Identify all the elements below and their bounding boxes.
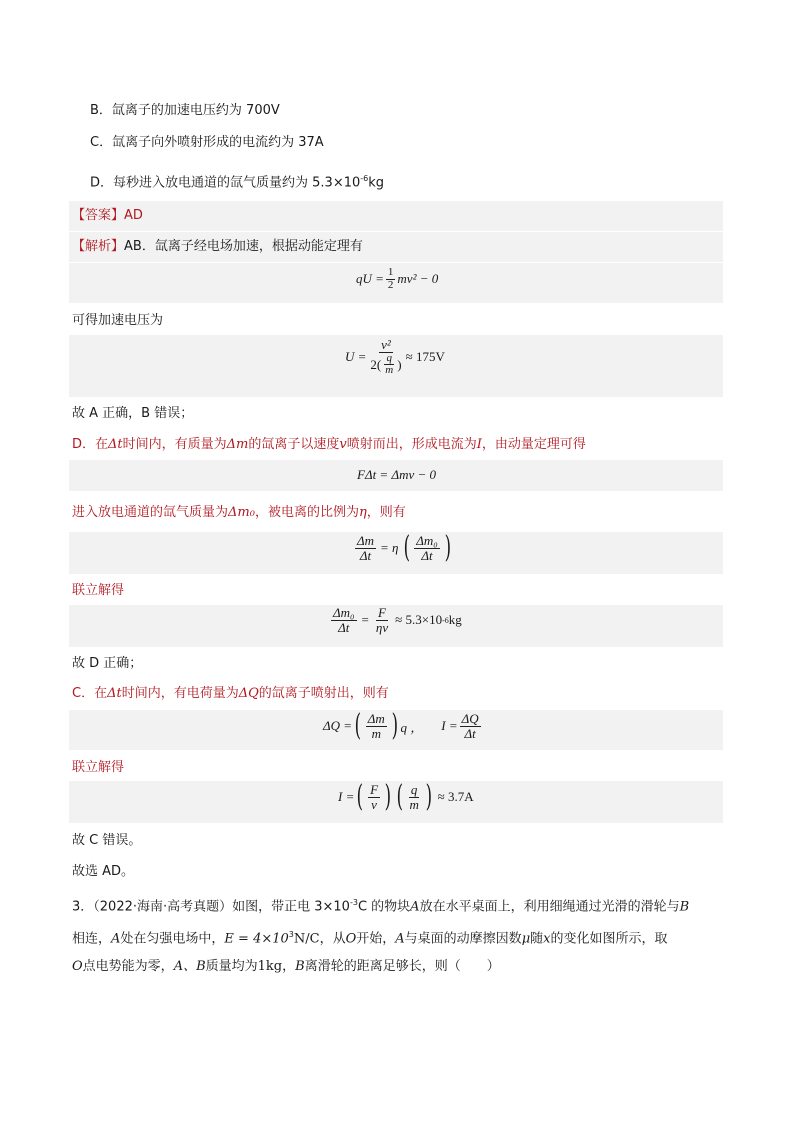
eq6-den1: m xyxy=(371,725,381,741)
eq2-inner-num: q xyxy=(386,351,392,364)
eq4-den1: Δt xyxy=(359,547,372,563)
q3-l1-a: 3．（2022·海南·高考真题）如图，带正电 3×10 xyxy=(72,899,350,915)
option-c: C．氙离子向外喷射形成的电流约为 37A xyxy=(90,135,324,150)
answer-band xyxy=(69,201,723,231)
eq4-fraction-2 xyxy=(414,534,440,562)
q3-l3-d: 离滑轮的距离足够长，则（ ） xyxy=(304,959,500,974)
eq4-fraction-1 xyxy=(355,534,376,562)
eq7-fraction-1 xyxy=(368,783,380,811)
option-d-text: D．每秒进入放电通道的氙气质量约为 5.3×10 xyxy=(90,175,361,191)
eq1-lhs: qU = xyxy=(356,271,384,287)
q3-l1-exp: -3 xyxy=(349,898,358,907)
eq2-den xyxy=(368,353,403,377)
d-intro-1: D．在 xyxy=(72,437,109,452)
q3-l2-E: E = 4×10 xyxy=(224,931,289,947)
equation-ionization xyxy=(353,530,454,565)
c-dt: Δt xyxy=(107,686,122,701)
eq6-rparen: ) xyxy=(391,708,398,743)
q3-l3-B: B xyxy=(295,959,305,974)
answer-label: 【答案】 xyxy=(72,208,125,223)
d-intro xyxy=(72,435,586,455)
q3-l2-e: 与桌面的动摩擦因数 xyxy=(404,931,522,947)
eq4-num2: Δm₀ xyxy=(416,532,438,548)
eq5-den1: Δt xyxy=(338,619,350,635)
eq6-fraction-1 xyxy=(366,712,387,740)
eq2-num: v² xyxy=(381,337,391,352)
q3-l2-c: ，从 xyxy=(319,931,346,947)
question-3-line-2 xyxy=(72,925,668,949)
eq4-eq: = η xyxy=(380,540,399,555)
eq6-lparen: ( xyxy=(354,708,362,743)
gas-intro-2: ，被电离的比例为 xyxy=(254,505,359,520)
eq2-den-post: ) xyxy=(397,356,402,372)
eq7-den2: m xyxy=(409,796,419,812)
eq7-num1: F xyxy=(370,781,379,797)
eq7-num2: q xyxy=(410,781,418,797)
q3-l2-a: 相连， xyxy=(72,931,112,947)
gas-intro-1: 进入放电通道的氙气质量为 xyxy=(72,505,229,520)
eq2-lhs: U = xyxy=(345,349,367,365)
eq4-rparen: ) xyxy=(444,530,451,565)
eq4-lparen: ( xyxy=(403,530,410,565)
combine-1: 联立解得 xyxy=(72,583,125,598)
d-intro-5: ，由动量定理可得 xyxy=(481,437,586,452)
eq7-lhs: I = xyxy=(338,789,355,804)
eq5-exp: -6 xyxy=(442,615,449,625)
eq7-rhs: ≈ 3.7A xyxy=(437,789,474,804)
q3-l2-d: 开始， xyxy=(356,931,396,947)
c-intro xyxy=(72,684,389,704)
option-b: B．氙离子的加速电压约为 700V xyxy=(90,103,280,118)
eq6-lhs: ΔQ = xyxy=(323,718,353,733)
c-dq: ΔQ xyxy=(238,686,259,701)
eq2-inner-den: m xyxy=(385,364,394,377)
eq6-num1: Δm xyxy=(367,710,385,726)
final-answer: 故选 AD。 xyxy=(72,864,135,879)
eq6-den2: Δt xyxy=(464,725,476,741)
eq4-den2: Δt xyxy=(421,547,433,563)
analysis-label: 【解析】 xyxy=(72,239,125,254)
q3-l2-f: 随 xyxy=(530,931,544,947)
option-d-exponent: -6 xyxy=(360,174,369,183)
eq5-fraction-2 xyxy=(374,606,390,634)
d-dt: Δt xyxy=(108,437,123,452)
answer-value: AD xyxy=(124,208,143,223)
equation-gas-mass xyxy=(329,606,462,634)
q3-l3-kg: 1kg xyxy=(257,959,283,974)
q3-l2-mu: μ xyxy=(521,931,531,947)
q3-l3-c: ， xyxy=(282,959,296,974)
q3-l1-b: C 的物块 xyxy=(357,899,411,915)
q3-l2-g: 的变化如图所示，取 xyxy=(550,931,668,947)
eq1-fraction xyxy=(386,267,396,291)
eq7-rparen-1: ) xyxy=(384,779,392,814)
eq2-fraction xyxy=(368,338,403,377)
ab-conclusion: 故 A 正确，B 错误； xyxy=(72,406,194,421)
d-conclusion: 故 D 正确； xyxy=(72,656,143,671)
d-dm: Δm xyxy=(226,437,249,452)
eq7-rparen-2: ) xyxy=(425,779,432,814)
eq1-rhs: mv² − 0 xyxy=(397,271,439,287)
equation-current xyxy=(338,779,474,814)
eq1-den: 2 xyxy=(387,278,394,291)
equation-momentum: FΔt = Δmv − 0 xyxy=(357,467,437,482)
q3-l2-A2: A xyxy=(395,931,405,947)
option-d-unit: kg xyxy=(368,175,385,191)
eq5-den2: ηv xyxy=(375,619,389,635)
d-intro-3: 的氙离子以速度 xyxy=(248,437,340,452)
eq7-fraction-2 xyxy=(407,783,420,811)
c-intro-2: 时间内，有电荷量为 xyxy=(121,686,239,701)
q3-l1-B: B xyxy=(679,899,690,915)
q3-l3-O: O xyxy=(72,959,83,974)
q3-l3-AB: A、B xyxy=(173,959,206,974)
equation-kinetic-energy xyxy=(356,267,438,291)
eq2-rhs: ≈ 175V xyxy=(405,349,445,365)
q3-l2-x: x xyxy=(543,931,551,947)
gas-intro xyxy=(72,503,406,523)
q3-l2-unit: N/C xyxy=(293,931,320,947)
q3-l3-a: 点电势能为零， xyxy=(82,959,174,974)
eq6-num2: ΔQ xyxy=(461,710,479,726)
analysis-ab-text: AB．氙离子经电场加速，根据动能定理有 xyxy=(124,239,363,254)
eq5-unit: kg xyxy=(448,612,462,628)
q3-l2-O: O xyxy=(345,931,357,947)
eq2-den-pre: 2( xyxy=(370,356,382,372)
eq6-q: q ， xyxy=(400,719,424,735)
eq7-den1: v xyxy=(371,796,377,812)
analysis-ab-intro xyxy=(72,237,363,257)
answer-line xyxy=(72,206,143,226)
equation-charge xyxy=(323,708,483,743)
q3-l3-b: 质量均为 xyxy=(205,959,258,974)
eq4-num1: Δm xyxy=(357,532,375,548)
q3-l1-A: A xyxy=(410,899,420,915)
c-intro-3: 的氙离子喷射出，则有 xyxy=(258,686,389,701)
eq2-inner-fraction xyxy=(383,353,395,377)
question-3-line-3 xyxy=(72,957,500,977)
d-intro-4: 喷射而出，形成电流为 xyxy=(346,437,477,452)
d-current: I xyxy=(476,437,482,452)
equation-voltage xyxy=(345,338,445,377)
q3-l2-A: A xyxy=(111,931,121,947)
question-3-line-1 xyxy=(72,893,689,917)
c-conclusion: 故 C 错误。 xyxy=(72,833,142,848)
d-v: v xyxy=(339,437,347,452)
c-intro-1: C．在 xyxy=(72,686,108,701)
eq5-num1: Δm₀ xyxy=(333,605,355,620)
eq5-fraction-1 xyxy=(331,606,357,634)
d-intro-2: 时间内，有质量为 xyxy=(122,437,227,452)
eq5-num2: F xyxy=(378,605,386,620)
combine-2: 联立解得 xyxy=(72,760,125,775)
q3-l2-b: 处在匀强电场中， xyxy=(120,931,225,947)
eq7-lparen-2: ( xyxy=(396,779,403,814)
option-d xyxy=(90,169,384,193)
gas-intro-3: ，则有 xyxy=(366,505,406,520)
gas-eta: η xyxy=(358,505,367,520)
eq5-eq: = xyxy=(361,612,369,628)
q3-l1-c: 放在水平桌面上，利用细绳通过光滑的滑轮与 xyxy=(419,899,680,915)
q3-l2-exp: 3 xyxy=(288,930,294,939)
voltage-intro: 可得加速电压为 xyxy=(72,313,164,328)
eq6-fraction-2 xyxy=(460,712,481,740)
gas-dm0: Δm₀ xyxy=(228,505,255,520)
eq1-num: 1 xyxy=(387,266,394,278)
eq5-rhs: ≈ 5.3×10 xyxy=(395,612,443,628)
eq6-lhs2: I = xyxy=(441,718,458,733)
eq7-lparen-1: ( xyxy=(356,779,364,814)
